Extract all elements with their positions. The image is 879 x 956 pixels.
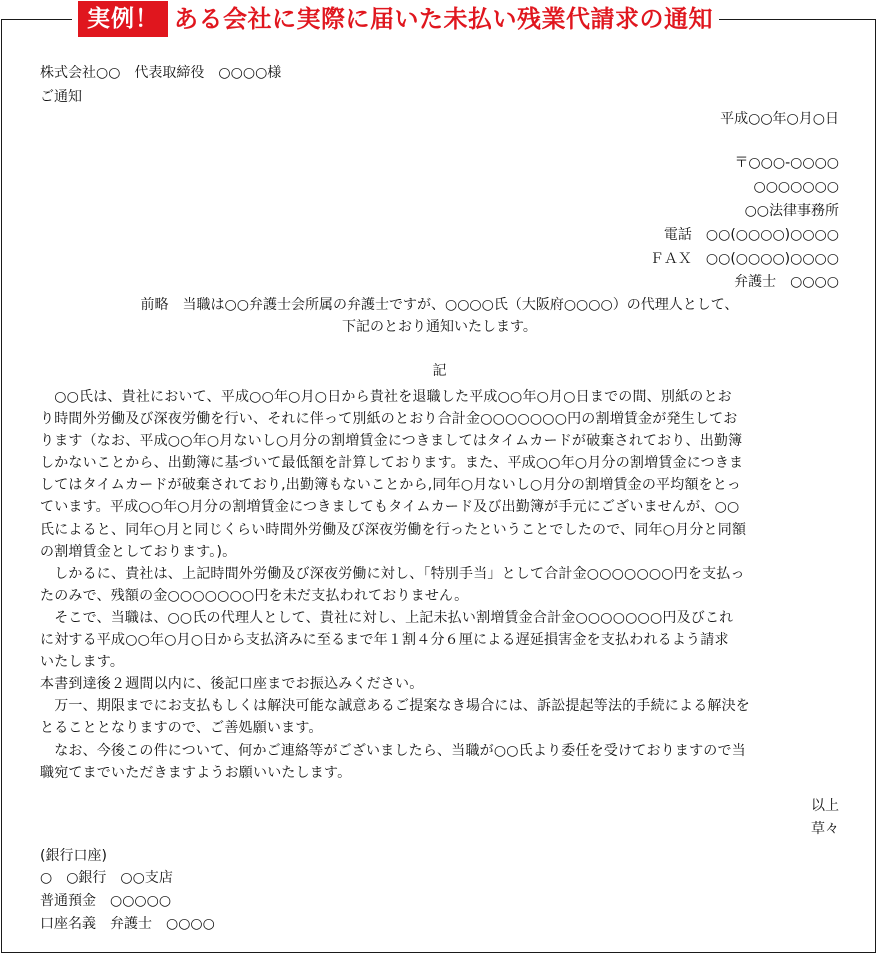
body-line: 本書到達後２週間以内に、後記口座までお振込みください。 [40,676,424,693]
body-line: とることとなりますので、ご善処願います。 [40,720,323,737]
body-line: ります（なお、平成○○年○月ないし○月分の割増賃金につきましてはタイムカードが破棄されており、出勤簿 [40,433,743,450]
body-line: 職宛てまでいただきますようお願いいたします。 [40,764,352,781]
body-line: り時間外労働及び深夜労働を行い、それに伴って別紙のとおり合計金○○○○○○○円の割増賃金が発生してお [40,411,738,428]
sender-address: ○○○○○○○ [753,179,839,195]
body-line: いたします。 [40,654,125,671]
body-line: そこで、当職は、○○氏の代理人として、貴社に対し、上記未払い割増賃金合計金○○○○○○○円及びこれ [40,609,734,626]
body-line: に対する平成○○年○月○日から支払済みに至るまで年１割４分６厘による遅延損害金を支払われるよう請求 [40,632,729,649]
bank-heading: (銀行口座) [40,848,107,864]
sender-office: ○○法律事務所 [744,203,839,219]
body-line: の割増賃金としております。)。 [40,543,237,560]
letter-body [40,386,840,784]
account-type: 普通預金 ○○○○○ [40,893,172,909]
subject: ご通知 [40,89,82,105]
body-line: 氏によると、同年○月と同じくらい時間外労働及び深夜労働を行ったということでしたので、同年○月分と同額 [40,521,747,538]
intro-line-1: 前略 当職は○○弁護士会所属の弁護士ですが、○○○○氏（大阪府○○○○）の代理人として、 [140,297,739,313]
body-line: してはタイムカードが破棄されており,出勤簿もないことから,同年○月ないし○月分の割増賃金の平均額をとっ [40,477,741,494]
sender-postal: 〒○○○-○○○○ [734,155,839,171]
body-line: しかないことから、出勤簿に基づいて最低額を計算しております。また、平成○○年○月分の割増賃金につきま [40,455,744,472]
recipient: 株式会社○○ 代表取締役 ○○○○様 [40,65,282,81]
sender-phone: 電話 ○○(○○○○)○○○○ [663,227,839,243]
body-line: たのみで、残額の金○○○○○○○円を未だ支払われておりません。 [40,587,469,604]
bank-branch: ○ ○銀行 ○○支店 [40,870,173,886]
sender-fax: ＦＡＸ ○○(○○○○)○○○○ [649,251,839,267]
header-title: ある会社に実際に届いた未払い残業代請求の通知 [174,5,713,33]
body-line: 万一、期限までにお支払もしくは解決可能な誠意あるご提案なき場合には、訴訟提起等法的手続による解決を [40,698,750,715]
body-line: なお、今後この件について、何かご連絡等がございましたら、当職が○○氏より委任を受けておりますので当 [40,742,746,759]
header [72,0,719,38]
letter-date: 平成○○年○月○日 [720,111,839,127]
body-line: ○○氏は、貴社において、平成○○年○月○日から貴社を退職した平成○○年○月○日までの間、別紙のとお [40,389,732,405]
example-badge: 実例！ [78,1,168,37]
body-line: しかるに、貴社は、上記時間外労働及び深夜労働に対し、「特別手当」として合計金○○○○○○○円を支払っ [40,565,745,582]
closing-sousou: 草々 [811,821,839,837]
sender-lawyer: 弁護士 ○○○○ [734,274,839,290]
body-line: ています。平成○○年○月分の割増賃金につきましてもタイムカード及び出勤簿が手元にございませんが、○○ [40,499,740,516]
closing-ijou: 以上 [811,798,839,814]
intro-line-2: 下記のとおり通知いたします。 [342,319,537,335]
account-holder: 口座名義 弁護士 ○○○○ [40,916,215,932]
ki-heading: 記 [432,363,447,379]
